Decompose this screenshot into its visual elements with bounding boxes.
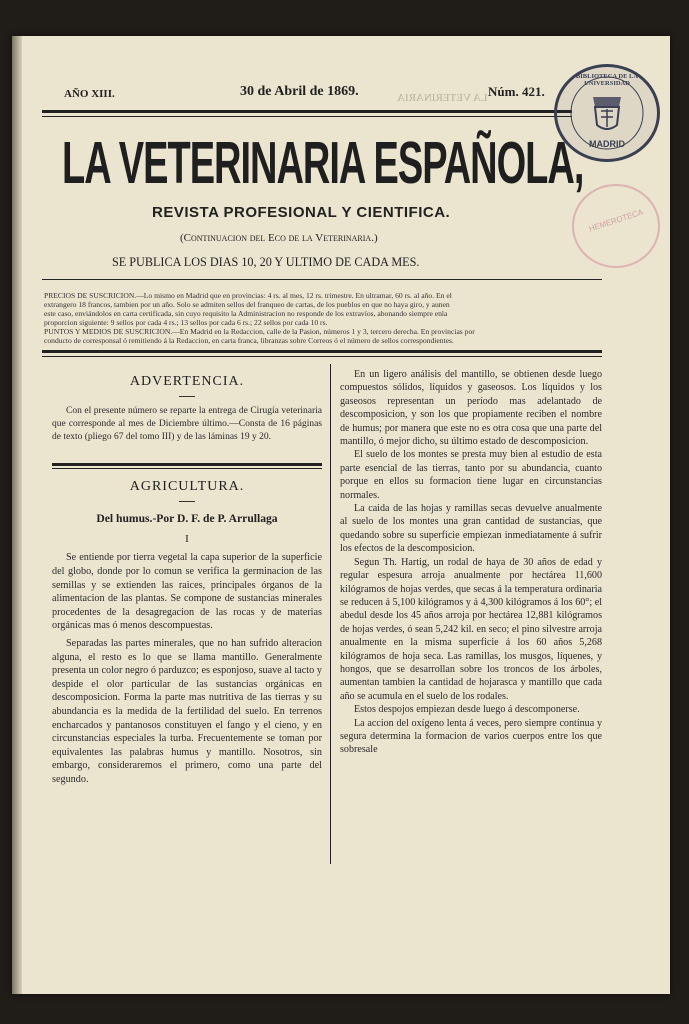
seal-city: MADRID <box>589 139 625 149</box>
notice-text: Con el presente número se reparte la entrega de Cirugía veterinaria que corresponde al mes de Diciembre último.—Consta de 16 páginas de texto (pliego 67 del tomo III) y de las láminas 19 y 20. <box>52 406 322 442</box>
subscription-line: extrangero 18 francos, tambien por un año. Solo se admiten sellos del franqueo de cartas, de los pueblos en que no haya giro, y aunen <box>44 300 450 309</box>
body-rule-thin <box>42 356 602 357</box>
continuation-note: (Continuacion del Eco de la Veterinaria.) <box>180 232 378 244</box>
article-body <box>52 551 322 786</box>
paragraph: Segun Th. Hartig, un rodal de haya de 30 años de edad y regular espesura arroja anualmente por hectárea 11,600 kilógramos de hojas verdes, que secas á la temperatura ordinaria se reducen á 5,100 kilógramos y á 4,300 kilógramos á los 60°; el abedul desde los 45 años arroja por hectárea 12,881 kilógramos de hojas verdes, ó sean 5,242 kil. en seco; el pino silvestre arroja anualmente en la misma superficie á los 60 años 5,268 kilógramos de hoja seca. Las ramillas, los musgos, líquenes, y hongos, que se desarrollan sobre los troncos de los árboles, aumentan tambien la cantidad de hojarasca y mantillo que cada año se acumula en el suelo de los rodales. <box>340 556 602 702</box>
newspaper-title: LA VETERINARIA ESPAÑOLA, <box>62 132 584 198</box>
newspaper-page <box>12 36 670 994</box>
paragraph: Se entiende por tierra vegetal la capa superior de la superficie del globo, donde por lo comun se verifica la germinacion de las semillas y se extienden las raices, principales órganos de la alimentacion de las plantas. Se compone de sustancias minerales procedentes de la desagregacion de las rocas y de materias orgánicas mas ó menos descompuestas. <box>52 552 322 632</box>
section-rule-thin <box>52 468 322 469</box>
notice-heading: ADVERTENCIA. <box>129 374 245 389</box>
newspaper-subtitle: REVISTA PROFESIONAL Y CIENTIFICA. <box>152 204 451 221</box>
masthead-rule-thick <box>42 110 572 113</box>
paragraph: La caida de las hojas y ramillas secas devuelve anualmente al suelo de los montes una gran cantidad de sustancias, que quedando sobre su superficie empiezan inmediatamente á sufrir los efectos de la descomposicion. <box>340 503 602 555</box>
subscription-line: conducto de corresponsal ó remitiendo á la Redaccion, en carta franca, libranzas sobre Correos ó el número de sellos correspondientes. <box>44 336 454 345</box>
left-column <box>52 366 322 786</box>
paragraph: El suelo de los montes se presta muy bien al estudio de esta parte esencial de las tierras, tanto por su abundancia, cuanto porque en ellos su formacion tiene lugar en circunstancias normales. <box>340 449 602 501</box>
subscription-block <box>44 291 604 345</box>
faint-stamp-text: HEMEROTECA <box>587 207 645 234</box>
issue-number: Núm. 421. <box>488 84 545 99</box>
section-rule-thick <box>52 463 322 466</box>
paragraph: En un ligero análisis del mantillo, se obtienen desde luego compuestos sólidos, líquidos y gaseosos. Los líquidos y los gaseosos representan un período mas adelantado de descomposicion, y son los que propiamente reciben el nombre de humus; por manera que este no es otra cosa que una parte del mantillo, ó mejor dicho, su último estado de descomposicion. <box>340 369 602 448</box>
seal-text: BIBLIOTECA DE LA UNIVERSIDAD <box>575 73 639 87</box>
part-number: I <box>185 533 189 546</box>
issue-date: 30 de Abril de 1869. <box>240 84 359 99</box>
section-heading-dash <box>179 501 195 502</box>
column-divider <box>330 364 331 864</box>
publication-schedule: SE PUBLICA LOS DIAS 10, 20 Y ULTIMO DE CADA MES. <box>112 255 420 269</box>
subscription-line: PRECIOS DE SUSCRICION.—Lo mismo en Madrid que en provincias: 4 rs. al mes, 12 rs. trimestre. En ultramar, 60 rs. al año. En el <box>44 291 452 300</box>
notice-heading-dash <box>179 396 195 397</box>
article-title: Del humus.-Por D. F. de P. Arrullaga <box>96 512 278 526</box>
body-rule-thick <box>42 350 602 353</box>
year-label: AÑO XIII. <box>64 88 115 100</box>
subscription-line: proporcion siguiente: 9 sellos por cada 4 rs.; 13 sellos por cada 6 rs.; 22 sellos por cada 10 rs. <box>44 318 328 327</box>
bleed-through-text: LA VETERINARIA <box>397 92 488 104</box>
subscription-line: PUNTOS Y MEDIOS DE SUSCRICION.—En Madrid en la Redaccion, calle de la Pasion, números 1 y 3, tercero derecha. En provincias por <box>44 327 475 336</box>
paragraph: Estos despojos empiezan desde luego á descomponerse. <box>354 704 580 716</box>
section-heading: AGRICULTURA. <box>129 479 245 495</box>
right-column <box>340 368 602 757</box>
masthead-rule-thin <box>42 116 572 117</box>
binding-gutter <box>12 36 22 994</box>
right-column-body <box>340 368 602 757</box>
paragraph: Separadas las partes minerales, que no han sufrido alteracion alguna, el resto es lo que se llama mantillo. Generalmente presenta un color negro ó parduzco; es esponjoso, suave al tacto y despide el olor particular de las sustancias orgánicas en descomposicion. Forma la parte mas nutritiva de las tierras y su abundancia es la medida de la fertilidad del suelo. En terrenos encharcados y pantanosos constituyen el fango y el cieno, y en circunstancias especiales la turba. Frecuentemente se toman por equivalentes las palabras humus y mantillo. Nosotros, sin embargo, consideraremos el primero, como una parte del segundo. <box>52 637 322 785</box>
paragraph: La accion del oxígeno lenta á veces, pero siempre contínua y segura determina la formacion de varios cuerpos entre los que sobresale <box>340 717 602 756</box>
schedule-rule <box>42 279 602 280</box>
subscription-line: este caso, enviándolos en carta certificada, sin cuyo requisito la Administracion no responde de los extravíos, abonando siempre enla <box>44 309 448 318</box>
